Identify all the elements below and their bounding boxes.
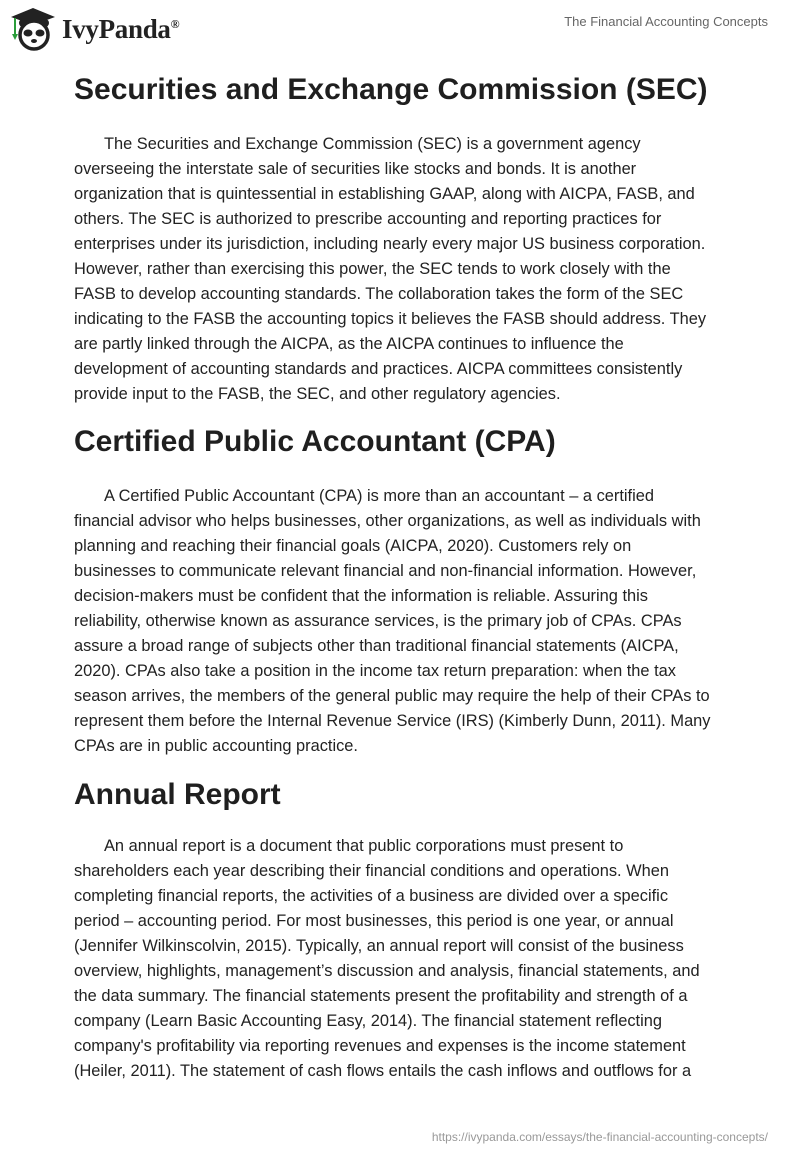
paragraph-line: reliability, otherwise known as assurance services, is the primary job of CPAs. CPAs — [74, 612, 682, 630]
paragraph-line: However, rather than exercising this power, the SEC tends to work closely with the — [74, 260, 671, 278]
paragraph-line: An annual report is a document that public corporations must present to — [104, 837, 624, 855]
paragraph-line: provide input to the FASB, the SEC, and other regulatory agencies. — [74, 385, 561, 403]
paragraph-line: assure a broad range of subjects other than traditional financial statements (AICPA, — [74, 637, 679, 655]
document-title: The Financial Accounting Concepts — [564, 14, 768, 29]
paragraph-line: businesses to communicate relevant financial and non-financial information. However, — [74, 562, 697, 580]
paragraph-line: A Certified Public Accountant (CPA) is more than an accountant – a certified — [104, 487, 654, 505]
paragraph-line: enterprises under its jurisdiction, including nearly every major US business corporation. — [74, 235, 706, 253]
paragraph-line: (Heiler, 2011). The statement of cash flows entails the cash inflows and outflows for a — [74, 1062, 692, 1080]
paragraph-line: the data summary. The financial statements present the profitability and strength of a — [74, 987, 688, 1005]
section-heading-sec: Securities and Exchange Commission (SEC) — [74, 73, 708, 106]
paragraph-line: The Securities and Exchange Commission (SEC) is a government agency — [104, 135, 641, 153]
paragraph-line: period – accounting period. For most businesses, this period is one year, or annual — [74, 912, 674, 930]
paragraph-line: overseeing the interstate sale of securities like stocks and bonds. It is another — [74, 160, 637, 178]
footer-url-link[interactable]: https://ivypanda.com/essays/the-financial-accounting-concepts/ — [431, 1130, 768, 1144]
paragraph-line: represent them before the Internal Revenue Service (IRS) (Kimberly Dunn, 2011). Many — [74, 712, 711, 730]
paragraph-line: 2020). CPAs also take a position in the income tax return preparation: when the tax — [74, 662, 676, 680]
paragraph-line: FASB to develop accounting standards. The collaboration takes the form of the SEC — [74, 285, 684, 303]
paragraph-line: (Jennifer Wilkinscolvin, 2015). Typically, an annual report will consist of the business — [74, 937, 684, 955]
paragraph-line: season arrives, the members of the general public may require the help of their CPAs to — [74, 687, 710, 705]
paragraph-line: completing financial reports, the activities of a business are divided over a specific — [74, 887, 669, 905]
registered-mark: ® — [170, 16, 180, 31]
paragraph-line: overview, highlights, management’s discussion and analysis, financial statements, and — [74, 962, 700, 980]
paragraph-line: company (Learn Basic Accounting Easy, 2014). The financial statement reflecting — [74, 1012, 662, 1030]
paragraph-line: development of accounting standards and practices. AICPA committees consistently — [74, 360, 683, 378]
section-heading-annual-report: Annual Report — [74, 778, 281, 811]
paragraph-line: decision-makers must be confident that the information is reliable. Assuring this — [74, 587, 648, 605]
paragraph-line: company's profitability via reporting revenues and expenses is the income statement — [74, 1037, 686, 1055]
paragraph-line: planning and reaching their financial goals (AICPA, 2020). Customers rely on — [74, 537, 632, 555]
section-heading-cpa: Certified Public Accountant (CPA) — [74, 425, 556, 458]
paragraph-line: CPAs are in public accounting practice. — [74, 737, 358, 755]
paragraph-line: are partly linked through the AICPA, as the AICPA continues to influence the — [74, 335, 624, 353]
paragraph-line: indicating to the FASB the accounting topics it believes the FASB should address. They — [74, 310, 707, 328]
section-paragraph-cpa — [74, 484, 711, 759]
paragraph-line: shareholders each year describing their financial conditions and operations. When — [74, 862, 669, 880]
section-paragraph-annual-report — [74, 834, 700, 1084]
logo-text — [62, 14, 179, 45]
section-paragraph-sec — [74, 132, 706, 407]
paragraph-line: organization that is quintessential in establishing GAAP, along with AICPA, FASB, and — [74, 185, 695, 203]
ivypanda-logo[interactable] — [10, 6, 179, 52]
panda-graduate-icon — [10, 6, 56, 52]
paragraph-line: others. The SEC is authorized to prescribe accounting and reporting practices for — [74, 210, 662, 228]
paragraph-line: financial advisor who helps businesses, other organizations, as well as individuals with — [74, 512, 701, 530]
logo-wordmark: IvyPanda — [62, 13, 171, 44]
